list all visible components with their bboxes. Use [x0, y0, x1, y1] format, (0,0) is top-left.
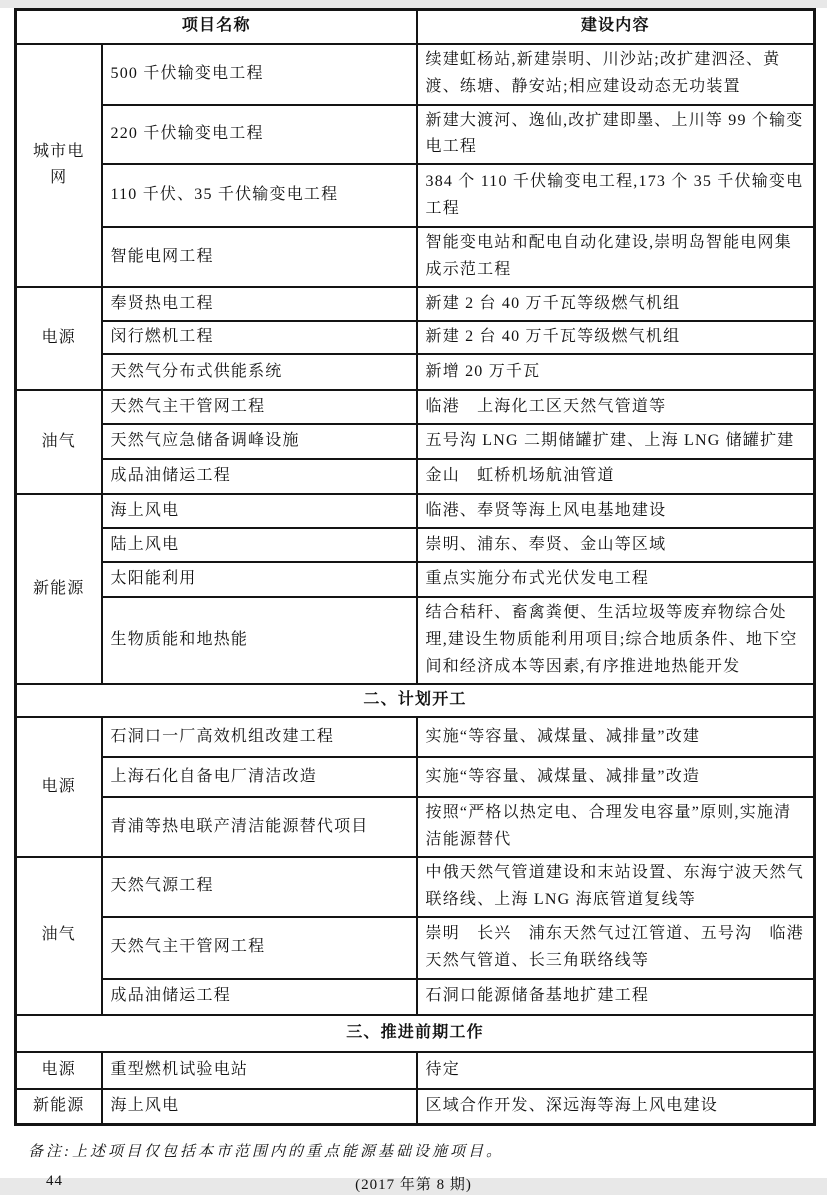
category-cell: 电源: [16, 1052, 102, 1089]
project-name-cell: 成品油储运工程: [102, 979, 417, 1015]
construction-content-cell: 新建大渡河、逸仙,改扩建即墨、上川等 99 个输变电工程: [417, 105, 815, 165]
project-name-cell: 石洞口一厂高效机组改建工程: [102, 717, 417, 757]
note-text: 备注:上述项目仅包括本市范围内的重点能源基础设施项目。: [28, 1144, 504, 1161]
construction-content-cell: 384 个 110 千伏输变电工程,173 个 35 千伏输变电工程: [417, 164, 815, 227]
project-name-cell: 海上风电: [102, 1089, 417, 1125]
table-row: [16, 354, 815, 390]
table-row: [16, 1089, 815, 1125]
table-header-row: [16, 10, 815, 44]
category-cell: 新能源: [16, 494, 102, 684]
project-name-cell: 天然气主干管网工程: [102, 390, 417, 424]
table-row: [16, 390, 815, 424]
project-name-cell: 奉贤热电工程: [102, 287, 417, 321]
category-cell: 油气: [16, 857, 102, 1015]
page-footer: [0, 1173, 827, 1195]
construction-content-cell: 五号沟 LNG 二期储罐扩建、上海 LNG 储罐扩建: [417, 424, 815, 459]
project-name-cell: 500 千伏输变电工程: [102, 44, 417, 105]
table-row: [16, 287, 815, 321]
project-name-cell: 110 千伏、35 千伏输变电工程: [102, 164, 417, 227]
project-name-cell: 生物质能和地热能: [102, 597, 417, 684]
table-row: [16, 528, 815, 562]
construction-content-cell: 区域合作开发、深远海等海上风电建设: [417, 1089, 815, 1125]
issue-label: (2017 年第 8 期): [355, 1177, 472, 1194]
project-name-cell: 闵行燃机工程: [102, 321, 417, 354]
table-row: [16, 494, 815, 528]
projects-table: [14, 8, 816, 1126]
section-title-row: [16, 1015, 815, 1052]
construction-content-cell: 重点实施分布式光伏发电工程: [417, 562, 815, 597]
construction-content-cell: 崇明 长兴 浦东天然气过江管道、五号沟 临港天然气管道、长三角联络线等: [417, 917, 815, 979]
project-name-cell: 上海石化自备电厂清洁改造: [102, 757, 417, 797]
category-cell: 电源: [16, 287, 102, 390]
category-cell: 电源: [16, 717, 102, 857]
project-name-cell: 海上风电: [102, 494, 417, 528]
project-name-cell: 成品油储运工程: [102, 459, 417, 494]
table-row: [16, 424, 815, 459]
table-row: [16, 917, 815, 979]
construction-content-cell: 智能变电站和配电自动化建设,崇明岛智能电网集成示范工程: [417, 227, 815, 287]
construction-content-cell: 待定: [417, 1052, 815, 1089]
page-number: 44: [46, 1173, 63, 1190]
project-name-cell: 天然气源工程: [102, 857, 417, 917]
category-cell: 新能源: [16, 1089, 102, 1125]
category-cell: 城市电网: [16, 44, 102, 288]
construction-content-cell: 实施“等容量、减煤量、减排量”改建: [417, 717, 815, 757]
section-title-row: [16, 684, 815, 717]
project-name-cell: 天然气主干管网工程: [102, 917, 417, 979]
construction-content-cell: 中俄天然气管道建设和末站设置、东海宁波天然气联络线、上海 LNG 海底管道复线等: [417, 857, 815, 917]
table-row: [16, 979, 815, 1015]
project-name-cell: 智能电网工程: [102, 227, 417, 287]
table-row: [16, 44, 815, 105]
construction-content-cell: 按照“严格以热定电、合理发电容量”原则,实施清洁能源替代: [417, 797, 815, 857]
table-row: [16, 562, 815, 597]
table-row: [16, 105, 815, 165]
construction-content-cell: 崇明、浦东、奉贤、金山等区域: [417, 528, 815, 562]
construction-content-cell: 续建虹杨站,新建崇明、川沙站;改扩建泗泾、黄渡、练塘、静安站;相应建设动态无功装置: [417, 44, 815, 105]
table-row: [16, 164, 815, 227]
construction-content-cell: 金山 虹桥机场航油管道: [417, 459, 815, 494]
construction-content-cell: 临港 上海化工区天然气管道等: [417, 390, 815, 424]
table-row: [16, 321, 815, 354]
category-cell: 油气: [16, 390, 102, 494]
section-title: 二、计划开工: [16, 684, 815, 717]
table-row: [16, 717, 815, 757]
table-row: [16, 857, 815, 917]
project-name-cell: 太阳能利用: [102, 562, 417, 597]
table-row: [16, 227, 815, 287]
construction-content-cell: 实施“等容量、减煤量、减排量”改造: [417, 757, 815, 797]
table-row: [16, 757, 815, 797]
header-project-name: 项目名称: [16, 10, 417, 44]
construction-content-cell: 结合秸秆、畜禽粪便、生活垃圾等废弃物综合处理,建设生物质能利用项目;综合地质条件、地下空间和经济成本等因素,有序推进地热能开发: [417, 597, 815, 684]
project-name-cell: 220 千伏输变电工程: [102, 105, 417, 165]
project-name-cell: 青浦等热电联产清洁能源替代项目: [102, 797, 417, 857]
header-construction-content: 建设内容: [417, 10, 815, 44]
construction-content-cell: 新建 2 台 40 万千瓦等级燃气机组: [417, 287, 815, 321]
construction-content-cell: 新建 2 台 40 万千瓦等级燃气机组: [417, 321, 815, 354]
section-title: 三、推进前期工作: [16, 1015, 815, 1052]
construction-content-cell: 石洞口能源储备基地扩建工程: [417, 979, 815, 1015]
document-page: [0, 8, 827, 1194]
table-row: [16, 1052, 815, 1089]
project-name-cell: 重型燃机试验电站: [102, 1052, 417, 1089]
project-name-cell: 天然气应急储备调峰设施: [102, 424, 417, 459]
project-name-cell: 天然气分布式供能系统: [102, 354, 417, 390]
table-row: [16, 459, 815, 494]
construction-content-cell: 新增 20 万千瓦: [417, 354, 815, 390]
table-row: [16, 597, 815, 684]
construction-content-cell: 临港、奉贤等海上风电基地建设: [417, 494, 815, 528]
project-name-cell: 陆上风电: [102, 528, 417, 562]
table-row: [16, 797, 815, 857]
